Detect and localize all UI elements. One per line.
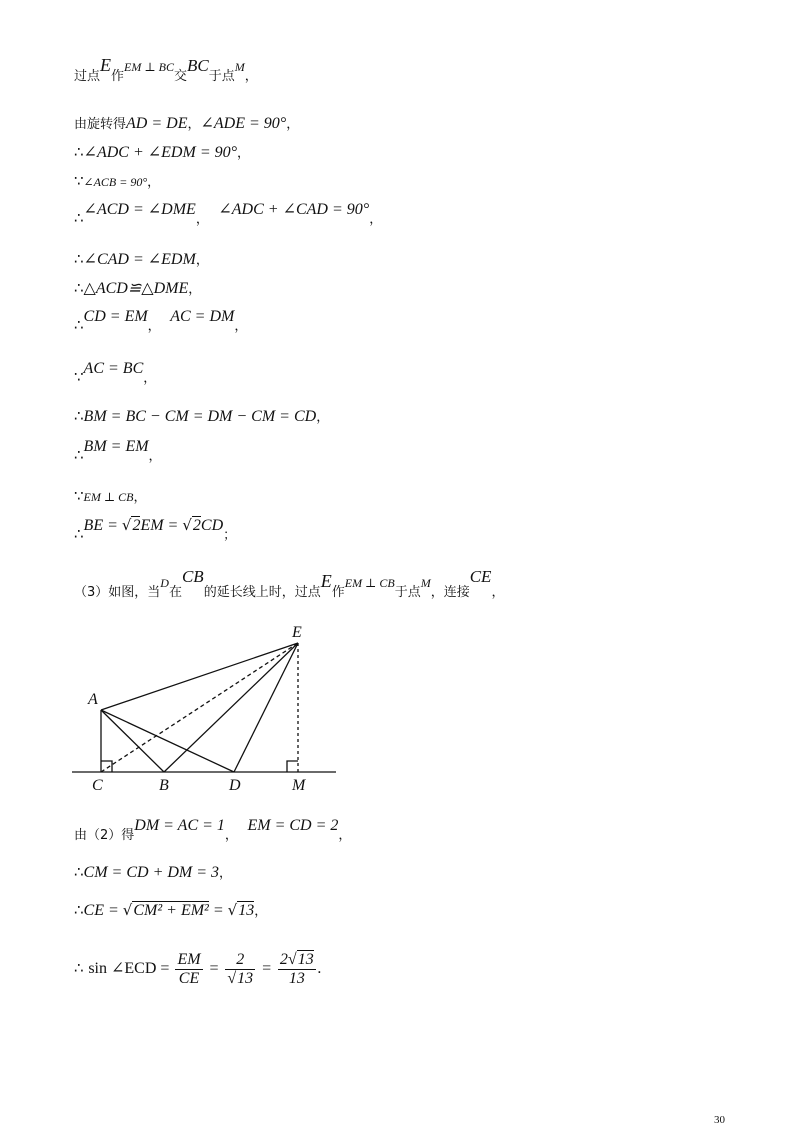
segment-ad <box>101 710 234 772</box>
text-line-9: ∵AC = BC， <box>74 360 157 386</box>
text-line-10: ∴BM = BC − CM = DM − CM = CD， <box>74 407 330 425</box>
text-line-8: ∴CD = EM， AC = DM， <box>74 308 248 334</box>
text-line-13: ∴BE = √2EM = √2CD； <box>74 516 237 543</box>
label-c: C <box>92 777 103 794</box>
text-line-2: 由旋转得AD = DE，∠ADE = 90°， <box>74 115 300 132</box>
text-line-1: 过点E作$^{EM \perp BC}$交BC于点$^M$， <box>74 55 258 84</box>
right-angle-mark-m <box>287 761 298 772</box>
text-line-16: ∴CM = CD + DM = 3， <box>74 863 233 881</box>
text-line-11: ∴BM = EM， <box>74 438 162 464</box>
text-line-6: ∴∠CAD = ∠EDM， <box>74 250 209 268</box>
sqrt-symbol: √ <box>182 516 192 534</box>
text-line-17: ∴CE = √CM² + EM² = √13， <box>74 901 268 919</box>
segment-ce-dashed <box>101 643 298 772</box>
segment-be <box>164 643 298 772</box>
text-line-4: ∵∠ACB = 90°， <box>74 172 161 190</box>
fraction-2root13-over-13: $\frac{2√13}{13}$ <box>279 950 314 987</box>
text-line-5: ∴∠ACD = ∠DME， ∠ADC + ∠CAD = 90°， <box>74 201 383 227</box>
label-a: A <box>88 691 98 708</box>
label-b: B <box>159 777 169 794</box>
text-line-18: ∴ sin ∠ECD = $\frac{EM}{CE}$ = $\frac{2}{√13}$ = $\frac{2√13}{13}$ . <box>74 950 322 987</box>
sqrt-symbol: √ <box>121 516 132 534</box>
label-d: D <box>229 777 241 794</box>
fraction-2-over-root13: $\frac{2}{√13}$ <box>227 950 254 987</box>
fraction-em-over-ce: $\frac{EM}{CE}$ <box>177 950 201 987</box>
sqrt-symbol: √ <box>227 901 238 919</box>
text-line-14: （3）如图，当$^D$在CB的延长线上时，过点E作$^{EM \perp CB}$于点$^M$，连接CE， <box>74 567 505 600</box>
segment-de <box>234 643 298 772</box>
text-line-12: ∵EM ⊥ CB， <box>74 487 147 505</box>
sqrt-symbol: √ <box>287 950 297 968</box>
sqrt-symbol: √ <box>227 969 237 987</box>
segment-ae <box>101 643 298 710</box>
segment-ab <box>101 710 164 772</box>
page-number: 30 <box>714 1114 725 1126</box>
sqrt-symbol: √ <box>122 901 133 919</box>
text-line-3: ∴∠ADC + ∠EDM = 90°， <box>74 143 251 161</box>
text-line-15: 由（2）得DM = AC = 1， EM = CD = 2， <box>74 817 352 843</box>
label-m: M <box>292 777 306 794</box>
geometry-figure <box>70 618 340 798</box>
text-line-7: ∴△ACD≌△DME， <box>74 279 202 297</box>
label-e: E <box>292 624 302 641</box>
